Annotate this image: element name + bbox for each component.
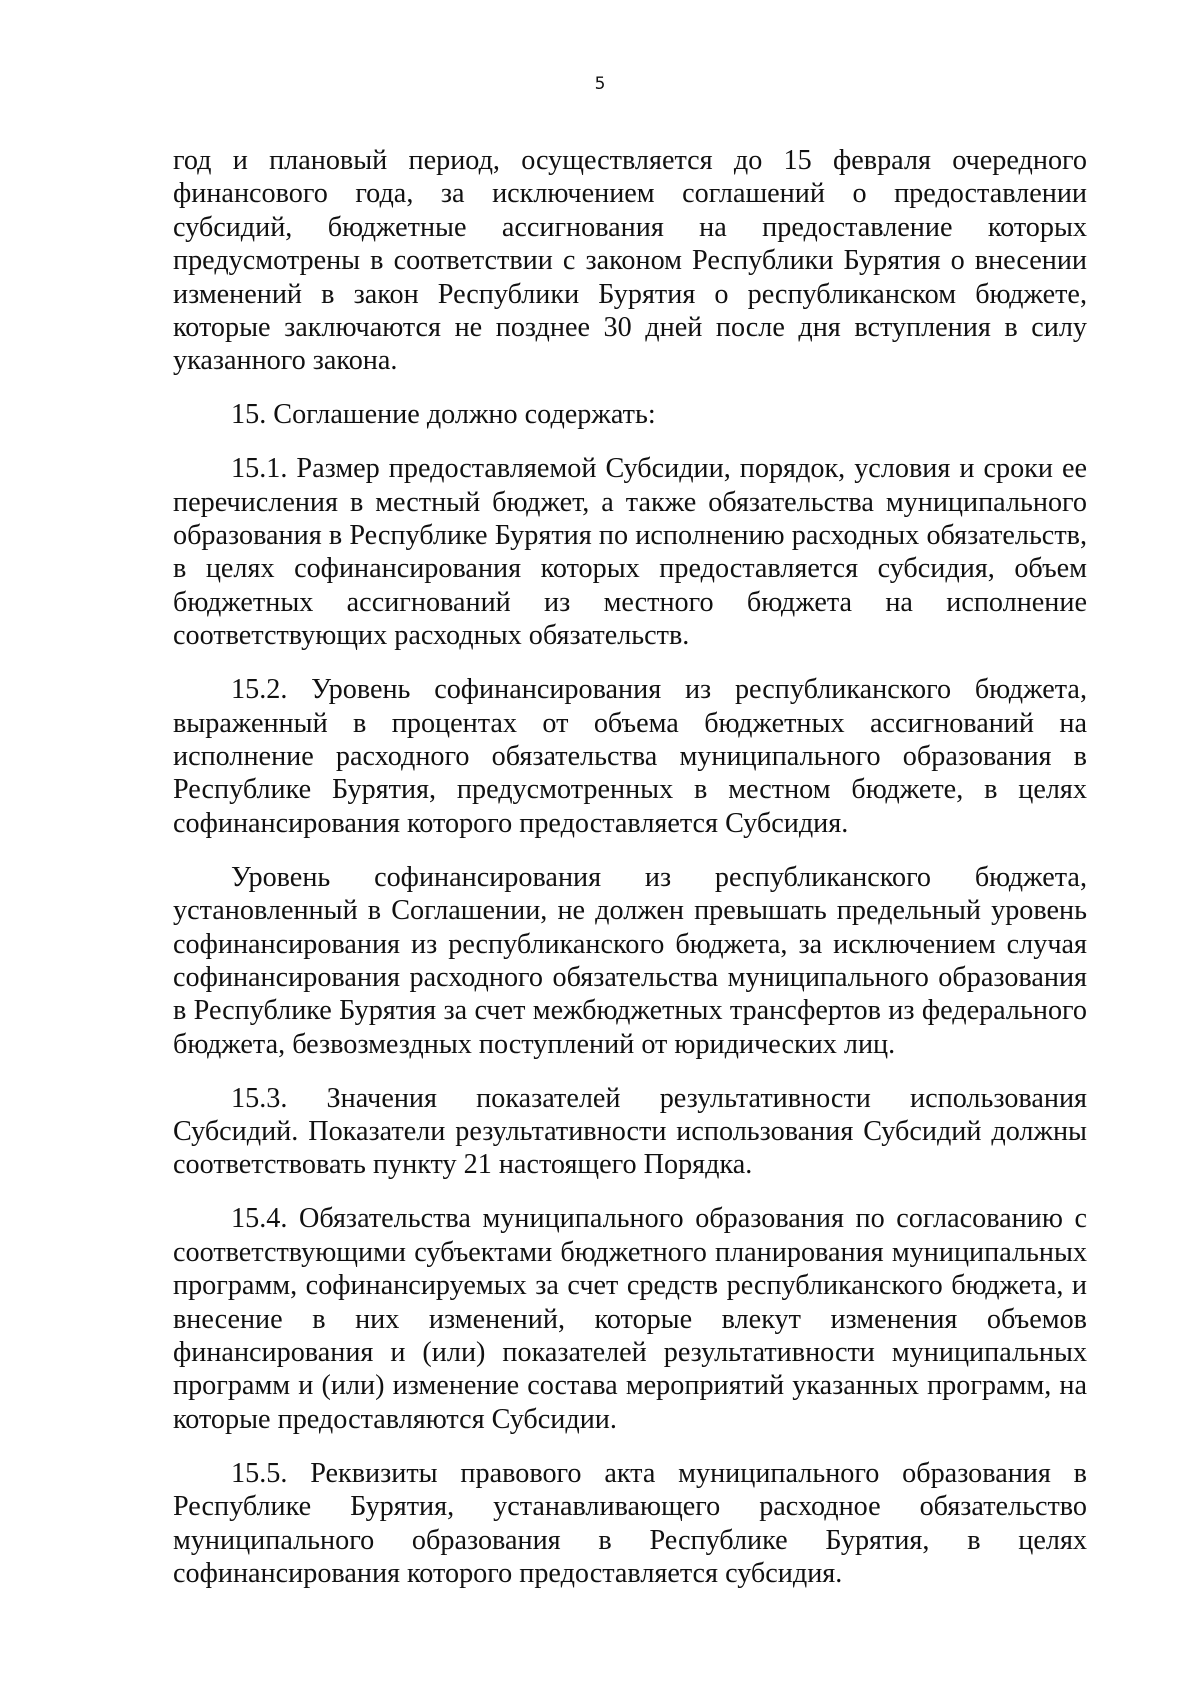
- document-body: [173, 144, 1087, 1611]
- paragraph-continuation: год и плановый период, осуществляется до 15 февраля очередного финансового года, за исключением соглашений о предоставлении субсидий, бюджетные ассигнования на предоставление которых предусмотрены в соответствии с законом Республики Бурятия о внесении изменений в закон Республики Бурятия о республиканском бюджете, которые заключаются не позднее 30 дней после дня вступления в силу указанного закона.: [173, 145, 1087, 377]
- page-number: 5: [594, 74, 606, 94]
- paragraph-15: 15. Соглашение должно содержать:: [231, 399, 656, 431]
- paragraph-cofinancing-level: Уровень софинансирования из республиканского бюджета, установленный в Соглашении, не должен превышать предельный уровень софинансирования из республиканского бюджета, за исключением случая софинансирования расходного обязательства муниципального образования в Республике Бурятия за счет межбюджетных трансфертов из федерального бюджета, безвозмездных поступлений от юридических лиц.: [173, 861, 1087, 1060]
- paragraph-15-3: 15.3. Значения показателей результативности использования Субсидий. Показатели результативности использования Субсидий должны соответствовать пункту 21 настоящего Порядка.: [173, 1082, 1087, 1181]
- paragraph-15-4: 15.4. Обязательства муниципального образования по согласованию с соответствующими субъектами бюджетного планирования муниципальных программ, софинансируемых за счет средств республиканского бюджета, и внесение в них изменений, которые влекут изменения объемов финансирования и (или) показателей результативности муниципальных программ и (или) изменение состава мероприятий указанных программ, на которые предоставляются Субсидии.: [173, 1203, 1087, 1435]
- paragraph-15-1: 15.1. Размер предоставляемой Субсидии, порядок, условия и сроки ее перечисления в местный бюджет, а также обязательства муниципального образования в Республике Бурятия по исполнению расходных обязательств, в целях софинансирования которых предоставляется субсидия, объем бюджетных ассигнований из местного бюджета на исполнение соответствующих расходных обязательств.: [173, 453, 1087, 652]
- paragraph-15-2: 15.2. Уровень софинансирования из республиканского бюджета, выраженный в процентах от объема бюджетных ассигнований на исполнение расходного обязательства муниципального образования в Республике Бурятия, предусмотренных в местном бюджете, в целях софинансирования которого предоставляется Субсидия.: [173, 674, 1087, 839]
- paragraph-15-5: 15.5. Реквизиты правового акта муниципального образования в Республике Бурятия, устанавливающего расходное обязательство муниципального образования в Республике Бурятия, в целях софинансирования которого предоставляется субсидия.: [173, 1457, 1087, 1589]
